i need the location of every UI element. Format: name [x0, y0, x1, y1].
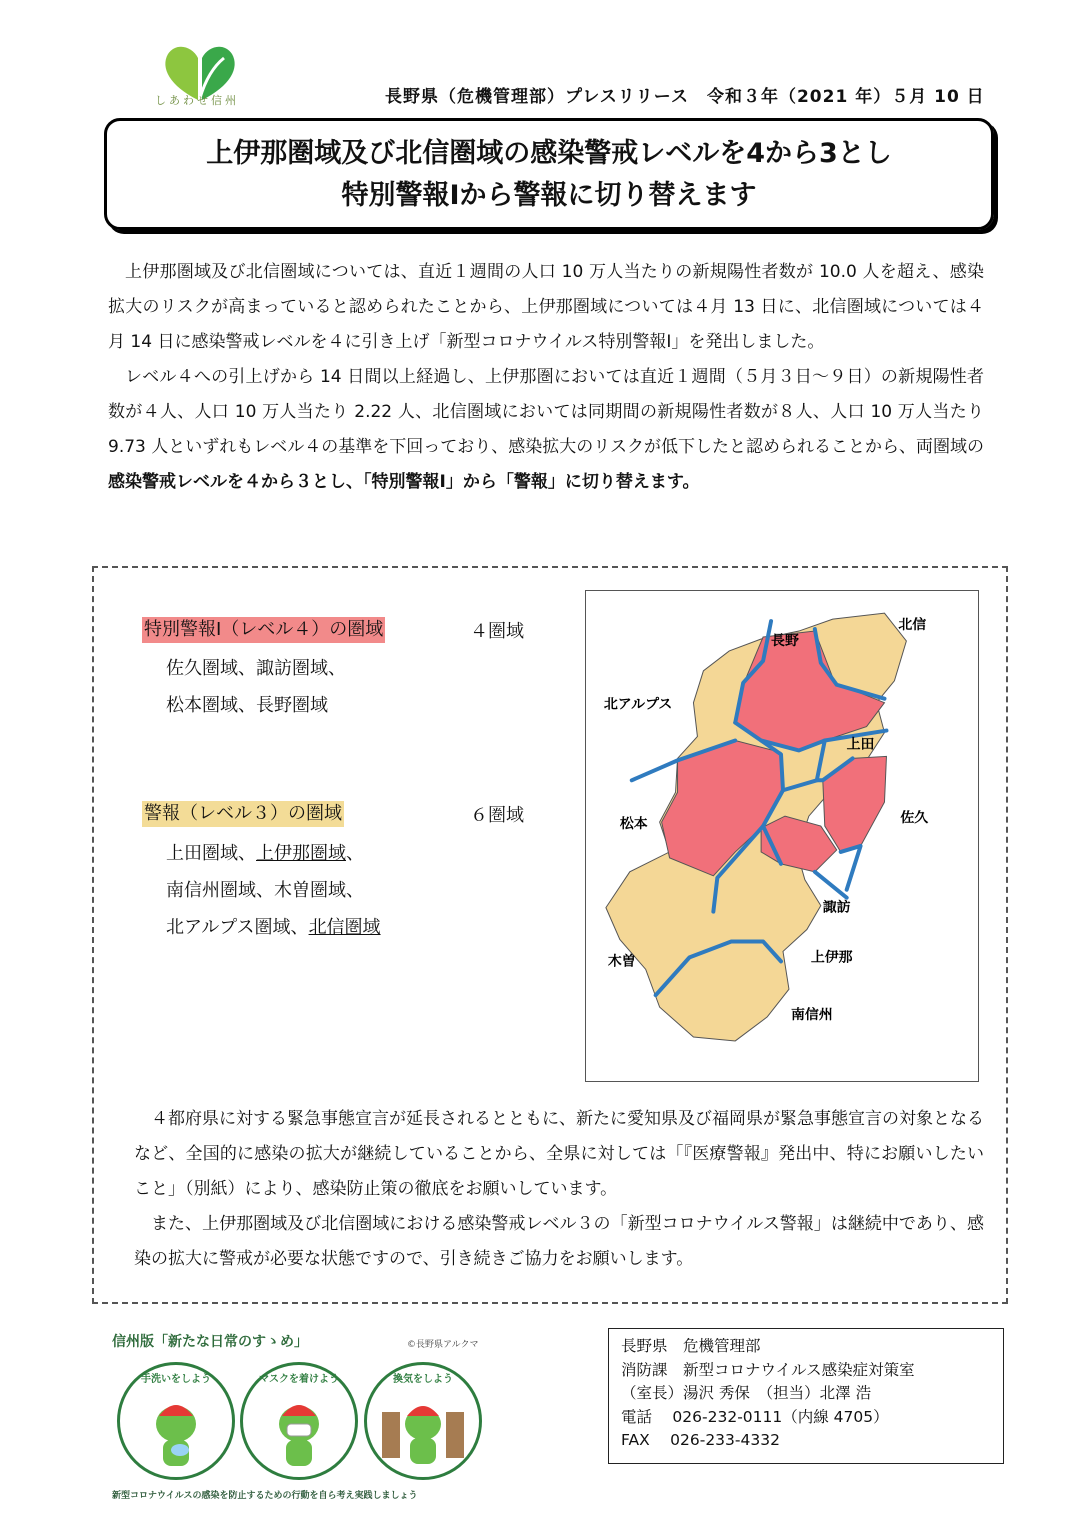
- level3-count: ６圏域: [470, 805, 524, 826]
- map-label-hokushin: 北信: [898, 617, 927, 634]
- contact-fax: FAX 026-233-4332: [621, 1431, 780, 1449]
- level4-areas-line: 松本圏域、長野圏域: [166, 695, 328, 716]
- level3-areas-line: [166, 909, 381, 946]
- closing-paragraph-2: また、上伊那圏域及び北信圏域における感染警戒レベル３の「新型コロナウイルス警報」は継続中であり、感染の拡大に警戒が必要な状態ですので、引き続きご協力をお願いします。: [134, 1214, 984, 1269]
- title-box: [104, 118, 994, 230]
- area-hokushin: 北信圏域: [308, 917, 381, 938]
- level4-label: 特別警報Ⅰ（レベル４）の圏域: [142, 617, 385, 643]
- level4-areas-line: 佐久圏域、諏訪圏域、: [166, 658, 346, 679]
- contact-section: 消防課 新型コロナウイルス感染症対策室: [621, 1360, 915, 1379]
- map-label-suwa: 諏訪: [822, 899, 851, 916]
- mask-text: マスクを着けよう: [259, 1374, 339, 1385]
- closing-section: [134, 1102, 984, 1277]
- intro-paragraph-2: [108, 360, 984, 500]
- footer-copyright: ©長野県アルクマ: [407, 1340, 479, 1350]
- map-label-kitaalps: 北アルプス: [603, 696, 673, 713]
- ventilation-text: 換気をしよう: [393, 1374, 453, 1385]
- map-label-ueda: 上田: [846, 736, 875, 753]
- title-line-1: 上伊那圏域及び北信圏域の感染警戒レベルを4から3とし: [206, 138, 892, 169]
- map-label-kamiina: 上伊那: [810, 949, 853, 966]
- title-line-2: 特別警報Ⅰから警報に切り替えます: [341, 180, 757, 211]
- intro-section: [108, 255, 984, 500]
- level3-areas: [166, 835, 381, 946]
- map-label-kiso: 木曽: [607, 953, 636, 970]
- level3-areas-line: 南信州圏域、木曽圏域、: [166, 880, 364, 901]
- contact-box: [608, 1328, 1004, 1464]
- level4-areas: [166, 650, 346, 724]
- map-label-nagano: 長野: [771, 632, 799, 649]
- nagano-region-map: [585, 590, 979, 1082]
- logo-text: しあわせ信州: [155, 94, 239, 107]
- footer-campaign-title: 信州版「新たな日常のすゝめ」: [112, 1334, 308, 1350]
- map-label-saku: 佐久: [900, 810, 929, 827]
- area-kitaalps: 北アルプス圏域、: [166, 917, 309, 938]
- footer-bottom-slogan: 新型コロナウイルスの感染を防止するための行動を自ら考え実践しましょう: [112, 1491, 418, 1501]
- press-release-header: 長野県（危機管理部）プレスリリース 令和３年（2021 年）５月 10 日: [385, 87, 985, 107]
- map-label-minamishinshu: 南信州: [790, 1007, 833, 1024]
- area-ueda: 上田圏域、: [166, 843, 256, 864]
- arukuma-handwash-icon: [147, 1394, 205, 1474]
- contact-persons: （室長）湯沢 秀保 （担当）北澤 浩: [621, 1384, 872, 1402]
- closing-paragraph-1: ４都府県に対する緊急事態宣言が延長されるとともに、新たに愛知県及び福岡県が緊急事態宣言の対象となるなど、全国的に感染の拡大が継続していることから、全県に対しては「『医療警報』発出中、特にお願いしたいこと」（別紙）により、感染防止策の徹底をお願いしています。: [134, 1109, 984, 1199]
- contact-department: 長野県 危機管理部: [621, 1337, 761, 1355]
- contact-phone: 電話 026-232-0111（内線 4705）: [621, 1407, 889, 1426]
- handwash-text: 手洗いをしよう: [141, 1374, 211, 1385]
- intro-paragraph-2-bold: 感染警戒レベルを４から３とし、「特別警報Ⅰ」から「警報」に切り替えます。: [108, 472, 700, 492]
- area-kamiina: 上伊那圏域: [256, 843, 346, 864]
- level4-count: ４圏域: [470, 621, 524, 642]
- arukuma-mask-icon: [270, 1394, 328, 1474]
- comma: 、: [346, 843, 364, 864]
- level3-label: 警報（レベル３）の圏域: [142, 801, 344, 827]
- intro-paragraph-2-text: レベル４への引上げから 14 日間以上経過し、上伊那圏においては直近１週間（５月３日～９日）の新規陽性者数が４人、人口 10 万人当たり 2.22 人、北信圏域においては同期間の新規陽性者数が８人、人口 10 万人当たり 9.73 人といずれもレベル４の基準を下回っており、感染拡大のリスクが低下したと認められることから、両圏域の: [108, 367, 984, 457]
- intro-paragraph-1: 上伊那圏域及び北信圏域については、直近１週間の人口 10 万人当たりの新規陽性者数が 10.0 人を超え、感染拡大のリスクが高まっていると認められたことから、上伊那圏域については４月 13 日に、北信圏域については４月 14 日に感染警戒レベルを４に引き上げ「新型コロナウイルス特別警報Ⅰ」を発出しました。: [108, 262, 984, 352]
- level3-areas-line: [166, 835, 381, 872]
- arukuma-ventilation-icon: [380, 1394, 466, 1474]
- map-label-matsumoto: 松本: [619, 816, 648, 833]
